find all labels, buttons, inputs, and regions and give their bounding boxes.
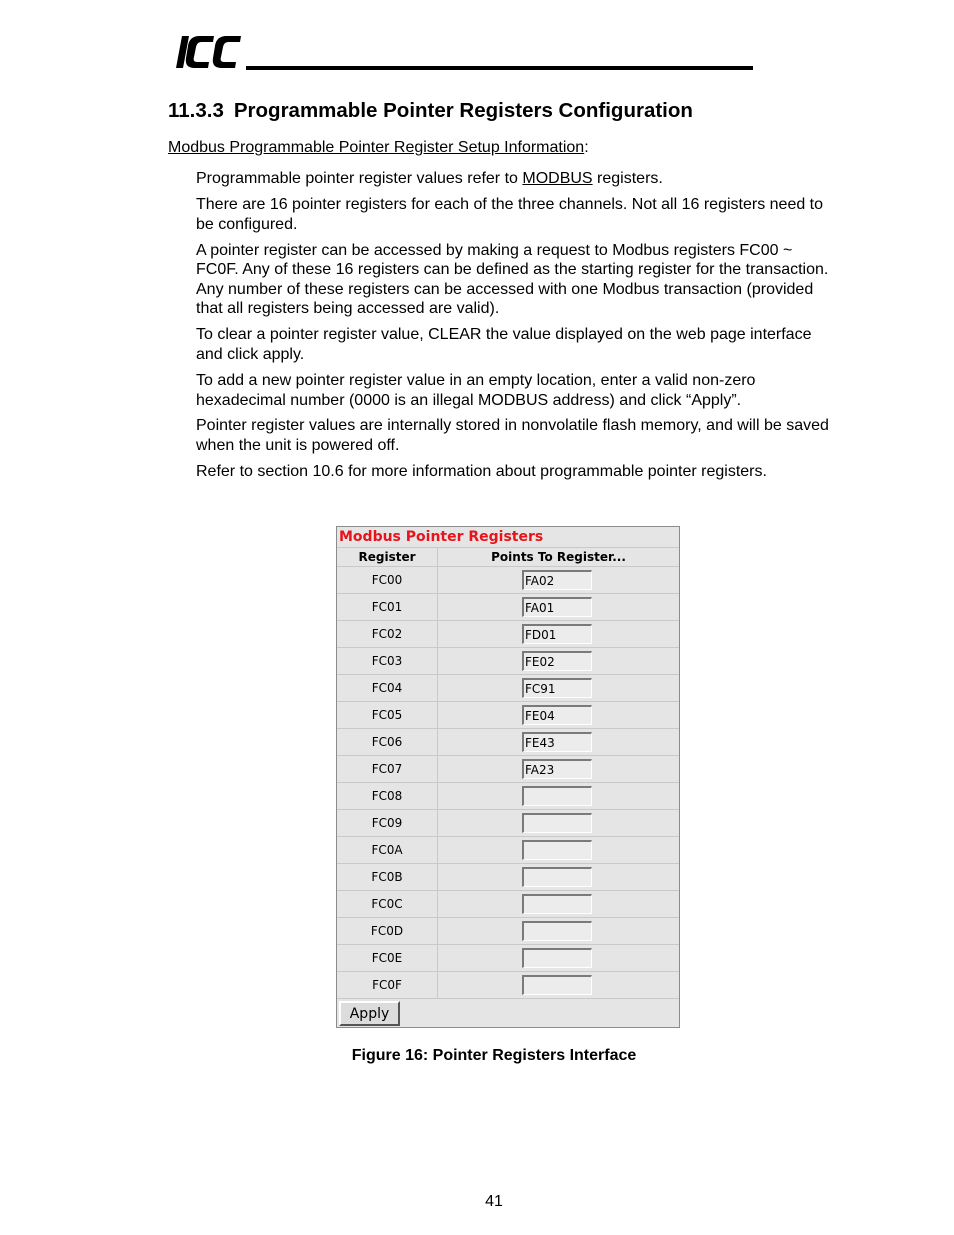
column-header-points-to: Points To Register... — [491, 550, 626, 564]
paragraph: To clear a pointer register value, CLEAR the value displayed on the web page interface and click apply. — [196, 326, 812, 363]
header-rule — [246, 66, 753, 70]
section-title: Programmable Pointer Registers Configuration — [233, 99, 693, 122]
pointer-cell — [438, 648, 679, 674]
pointer-value-input[interactable] — [522, 894, 592, 914]
register-label: FC0B — [337, 864, 438, 890]
table-row — [337, 783, 679, 810]
sub-heading-suffix: : — [584, 139, 589, 156]
column-header-register: Register — [337, 548, 438, 566]
pointer-value-input[interactable] — [522, 948, 592, 968]
icc-logo — [174, 30, 242, 72]
table-row — [337, 837, 679, 864]
info-paragraphs — [196, 169, 836, 488]
table-row — [337, 621, 679, 648]
modbus-term: MODBUS — [522, 170, 593, 187]
pointer-value-input[interactable] — [522, 597, 592, 617]
paragraph: To add a new pointer register value in an empty location, enter a valid non-zero hexadecimal number (0000 is an illegal MODBUS address) and click “Apply”. — [196, 371, 756, 409]
pointer-cell — [438, 891, 679, 917]
register-label: FC09 — [337, 810, 438, 836]
sub-heading-text: Modbus Programmable Pointer Register Setup Information — [168, 139, 585, 156]
pointer-value-input[interactable] — [522, 651, 592, 671]
pointer-cell — [438, 864, 679, 890]
table-row — [337, 729, 679, 756]
table-row — [337, 756, 679, 783]
pointer-cell — [438, 729, 679, 755]
pointer-value-input[interactable] — [522, 705, 592, 725]
paragraph: There are 16 pointer registers for each of the three channels. Not all 16 registers need to be configured. — [196, 195, 824, 233]
register-label: FC06 — [337, 729, 438, 755]
table-row — [337, 891, 679, 918]
pointer-cell — [438, 702, 679, 728]
panel-title: Modbus Pointer Registers — [337, 527, 679, 548]
pointer-cell — [438, 594, 679, 620]
register-label: FC0F — [337, 972, 438, 998]
register-rows — [337, 567, 679, 999]
page-number: 41 — [485, 1193, 503, 1210]
paragraph: Refer to section 10.6 for more information about programmable pointer registers. — [196, 463, 767, 481]
table-row — [337, 702, 679, 729]
pointer-cell — [438, 567, 679, 593]
pointer-value-input[interactable] — [522, 786, 592, 806]
pointer-value-input[interactable] — [522, 570, 592, 590]
register-label: FC0D — [337, 918, 438, 944]
paragraph: A pointer register can be accessed by making a request to Modbus registers FC00 ~ FC0F. Any of these 16 registers can be defined as the starting register for the transaction. Any number of these registers can be accessed with one Modbus transaction (provided that all registers being accessed are valid). — [196, 241, 829, 318]
sub-heading — [168, 139, 589, 157]
register-label: FC0E — [337, 945, 438, 971]
apply-button[interactable]: Apply — [339, 1001, 400, 1026]
section-heading — [168, 99, 693, 123]
pointer-cell — [438, 675, 679, 701]
pointer-value-input[interactable] — [522, 840, 592, 860]
register-label: FC04 — [337, 675, 438, 701]
pointer-value-input[interactable] — [522, 975, 592, 995]
pointer-value-input[interactable] — [522, 732, 592, 752]
table-row — [337, 918, 679, 945]
pointer-cell — [438, 837, 679, 863]
pointer-cell — [438, 945, 679, 971]
pointer-cell — [438, 972, 679, 998]
pointer-value-input[interactable] — [522, 678, 592, 698]
register-label: FC03 — [337, 648, 438, 674]
pointer-cell — [438, 621, 679, 647]
register-label: FC01 — [337, 594, 438, 620]
table-header — [337, 548, 679, 567]
pointer-value-input[interactable] — [522, 813, 592, 833]
table-row — [337, 594, 679, 621]
pointer-value-input[interactable] — [522, 624, 592, 644]
pointer-registers-panel — [336, 526, 680, 1028]
table-row — [337, 864, 679, 891]
register-label: FC08 — [337, 783, 438, 809]
pointer-value-input[interactable] — [522, 867, 592, 887]
table-row — [337, 648, 679, 675]
table-row — [337, 675, 679, 702]
table-row — [337, 810, 679, 837]
pointer-value-input[interactable] — [522, 759, 592, 779]
pointer-cell — [438, 810, 679, 836]
register-label: FC02 — [337, 621, 438, 647]
figure-caption: Figure 16: Pointer Registers Interface — [351, 1047, 637, 1064]
apply-row — [337, 999, 679, 1028]
table-row — [337, 945, 679, 972]
register-label: FC00 — [337, 567, 438, 593]
table-row — [337, 567, 679, 594]
pointer-cell — [438, 783, 679, 809]
register-label: FC0A — [337, 837, 438, 863]
pointer-value-input[interactable] — [522, 921, 592, 941]
paragraph: Programmable pointer register values refer to MODBUS registers. — [196, 170, 663, 187]
table-row — [337, 972, 679, 999]
paragraph: Pointer register values are internally stored in nonvolatile flash memory, and will be saved when the unit is powered off. — [196, 417, 829, 455]
pointer-cell — [438, 918, 679, 944]
register-label: FC07 — [337, 756, 438, 782]
register-label: FC0C — [337, 891, 438, 917]
section-number: 11.3.3 — [168, 99, 224, 122]
pointer-cell — [438, 756, 679, 782]
register-label: FC05 — [337, 702, 438, 728]
